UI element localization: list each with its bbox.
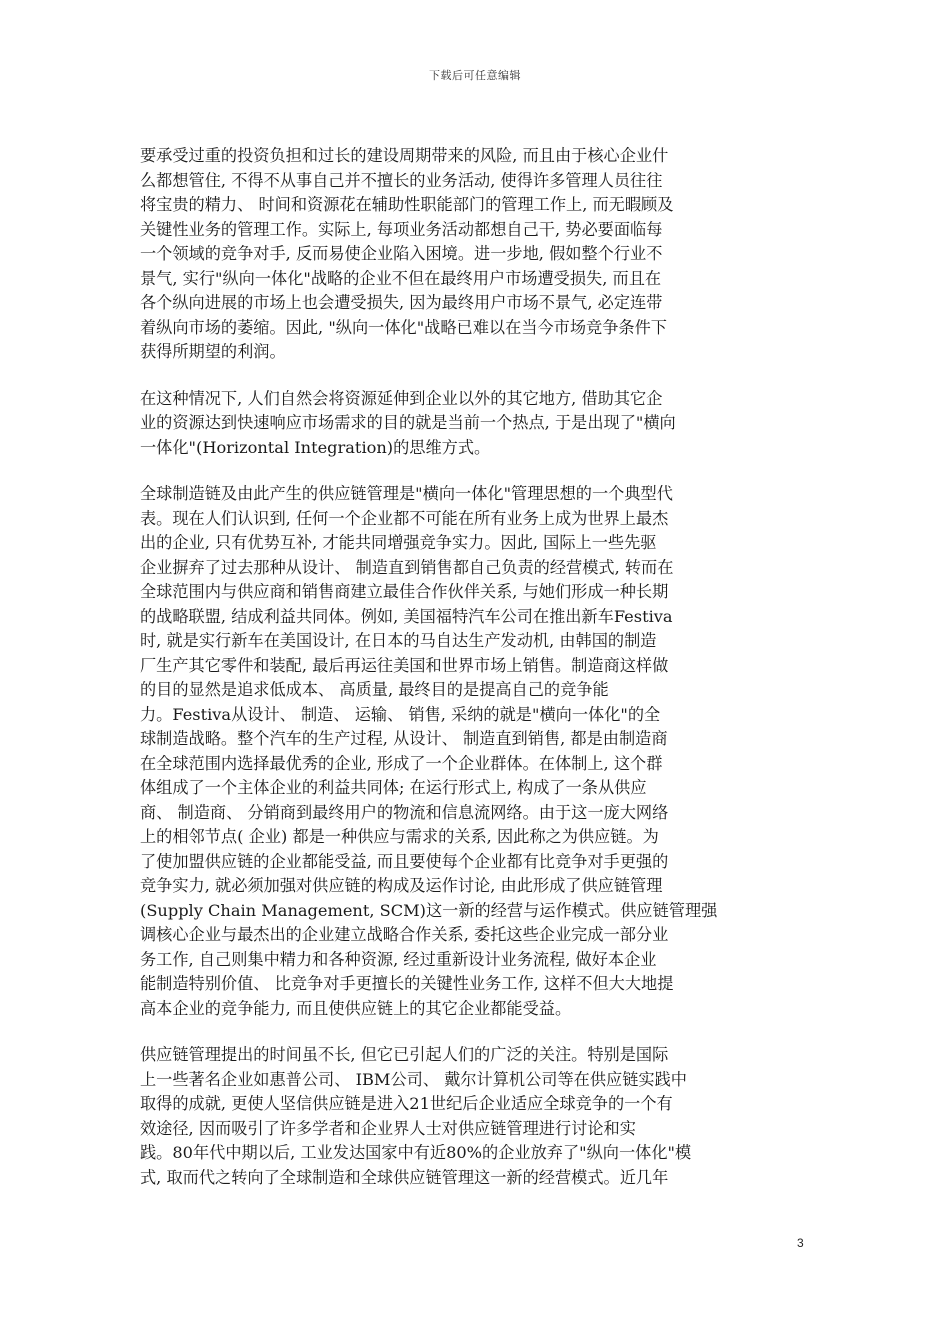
text-line: 要承受过重的投资负担和过长的建设周期带来的风险, 而且由于核心企业什	[140, 146, 669, 165]
text-line: 践。80年代中期以后, 工业发达国家中有近80%的企业放弃了"纵向一体化"模	[140, 1143, 692, 1162]
text-line: 的战略联盟, 结成利益共同体。例如, 美国福特汽车公司在推出新车Festiva	[140, 606, 673, 626]
paragraph	[140, 387, 792, 461]
document-body	[140, 144, 792, 1212]
text-line: 全球制造链及由此产生的供应链管理是"横向一体化"管理思想的一个典型代	[140, 484, 673, 503]
paragraph	[140, 482, 792, 1021]
text-line: 上一些著名企业如惠普公司、 IBM公司、 戴尔计算机公司等在供应链实践中	[140, 1069, 687, 1089]
text-line: 关键性业务的管理工作。实际上, 每项业务活动都想自己干, 势必要面临每	[140, 219, 663, 239]
paragraph	[140, 144, 792, 365]
text-line: 务工作, 自己则集中精力和各种资源, 经过重新设计业务流程, 做好本企业	[140, 949, 657, 969]
text-line: 获得所期望的利润。	[140, 342, 286, 361]
page-header: 下载后可任意编辑	[429, 69, 521, 82]
text-line: 么都想管住, 不得不从事自己并不擅长的业务活动, 使得许多管理人员往往	[140, 170, 663, 190]
text-line: 效途径, 因而吸引了许多学者和企业界人士对供应链管理进行讨论和实	[140, 1118, 636, 1138]
text-line: 一个领域的竞争对手, 反而易使企业陷入困境。进一步地, 假如整个行业不	[140, 244, 663, 263]
text-line: 高本企业的竞争能力, 而且使供应链上的其它企业都能受益。	[140, 998, 572, 1018]
text-line: 表。现在人们认识到, 任何一个企业都不可能在所有业务上成为世界上最杰	[140, 508, 669, 528]
text-line: 企业摒弃了过去那种从设计、 制造直到销售都自己负责的经营模式, 转而在	[140, 557, 674, 577]
text-line: 全球范围内与供应商和销售商建立最佳合作伙伴关系, 与她们形成一种长期	[140, 582, 669, 601]
text-line: 竞争实力, 就必须加强对供应链的构成及运作讨论, 由此形成了供应链管理	[140, 876, 663, 895]
text-line: 将宝贵的精力、 时间和资源花在辅助性职能部门的管理工作上, 而无暇顾及	[140, 195, 674, 214]
text-line: 体组成了一个主体企业的利益共同体; 在运行形式上, 构成了一条从供应	[140, 778, 647, 797]
text-line: 的目的显然是追求低成本、 高质量, 最终目的是提高自己的竞争能	[140, 680, 609, 699]
text-line: 了使加盟供应链的企业都能受益, 而且要使每个企业都有比竞争对手更强的	[140, 851, 669, 871]
text-line: 供应链管理提出的时间虽不长, 但它已引起人们的广泛的关注。特别是国际	[140, 1045, 669, 1064]
text-line: 厂生产其它零件和装配, 最后再运往美国和世界市场上销售。制造商这样做	[140, 655, 669, 675]
text-line: 在这种情况下, 人们自然会将资源延伸到企业以外的其它地方, 借助其它企	[140, 388, 663, 408]
paragraph	[140, 1043, 792, 1190]
text-line: 调核心企业与最杰出的企业建立战略合作关系, 委托这些企业完成一部分业	[140, 925, 669, 944]
text-line: 在全球范围内选择最优秀的企业, 形成了一个企业群体。在体制上, 这个群	[140, 753, 663, 773]
text-line: 各个纵向进展的市场上也会遭受损失, 因为最终用户市场不景气, 必定连带	[140, 293, 663, 312]
text-line: 商、 制造商、 分销商到最终用户的物流和信息流网络。由于这一庞大网络	[140, 802, 669, 822]
text-line: 球制造战略。整个汽车的生产过程, 从设计、 制造直到销售, 都是由制造商	[140, 729, 668, 748]
text-line: 能制造特别价值、 比竞争对手更擅长的关键性业务工作, 这样不但大大地提	[140, 974, 674, 993]
text-line: (Supply Chain Management, SCM)这一新的经营与运作模式。供应链管理强	[140, 900, 718, 920]
text-line: 取得的成就, 更使人坚信供应链是进入21世纪后企业适应全球竞争的一个有	[140, 1094, 673, 1113]
text-line: 上的相邻节点( 企业) 都是一种供应与需求的关系, 因此称之为供应链。为	[140, 827, 659, 846]
text-line: 式, 取而代之转向了全球制造和全球供应链管理这一新的经营模式。近几年	[140, 1167, 669, 1187]
text-line: 力。Festiva从设计、 制造、 运输、 销售, 采纳的就是"横向一体化"的全	[140, 704, 661, 724]
text-line: 一体化"(Horizontal Integration)的思维方式。	[140, 437, 491, 457]
text-line: 景气, 实行"纵向一体化"战略的企业不但在最终用户市场遭受损失, 而且在	[140, 268, 662, 288]
text-line: 业的资源达到快速响应市场需求的目的就是当前一个热点, 于是出现了"横向	[140, 413, 676, 432]
text-line: 出的企业, 只有优势互补, 才能共同增强竞争实力。因此, 国际上一些先驱	[140, 533, 657, 552]
text-line: 着纵向市场的萎缩。因此, "纵向一体化"战略已难以在当今市场竞争条件下	[140, 317, 667, 337]
text-line: 时, 就是实行新车在美国设计, 在日本的马自达生产发动机, 由韩国的制造	[140, 631, 657, 650]
page-number: 3	[797, 1236, 804, 1250]
